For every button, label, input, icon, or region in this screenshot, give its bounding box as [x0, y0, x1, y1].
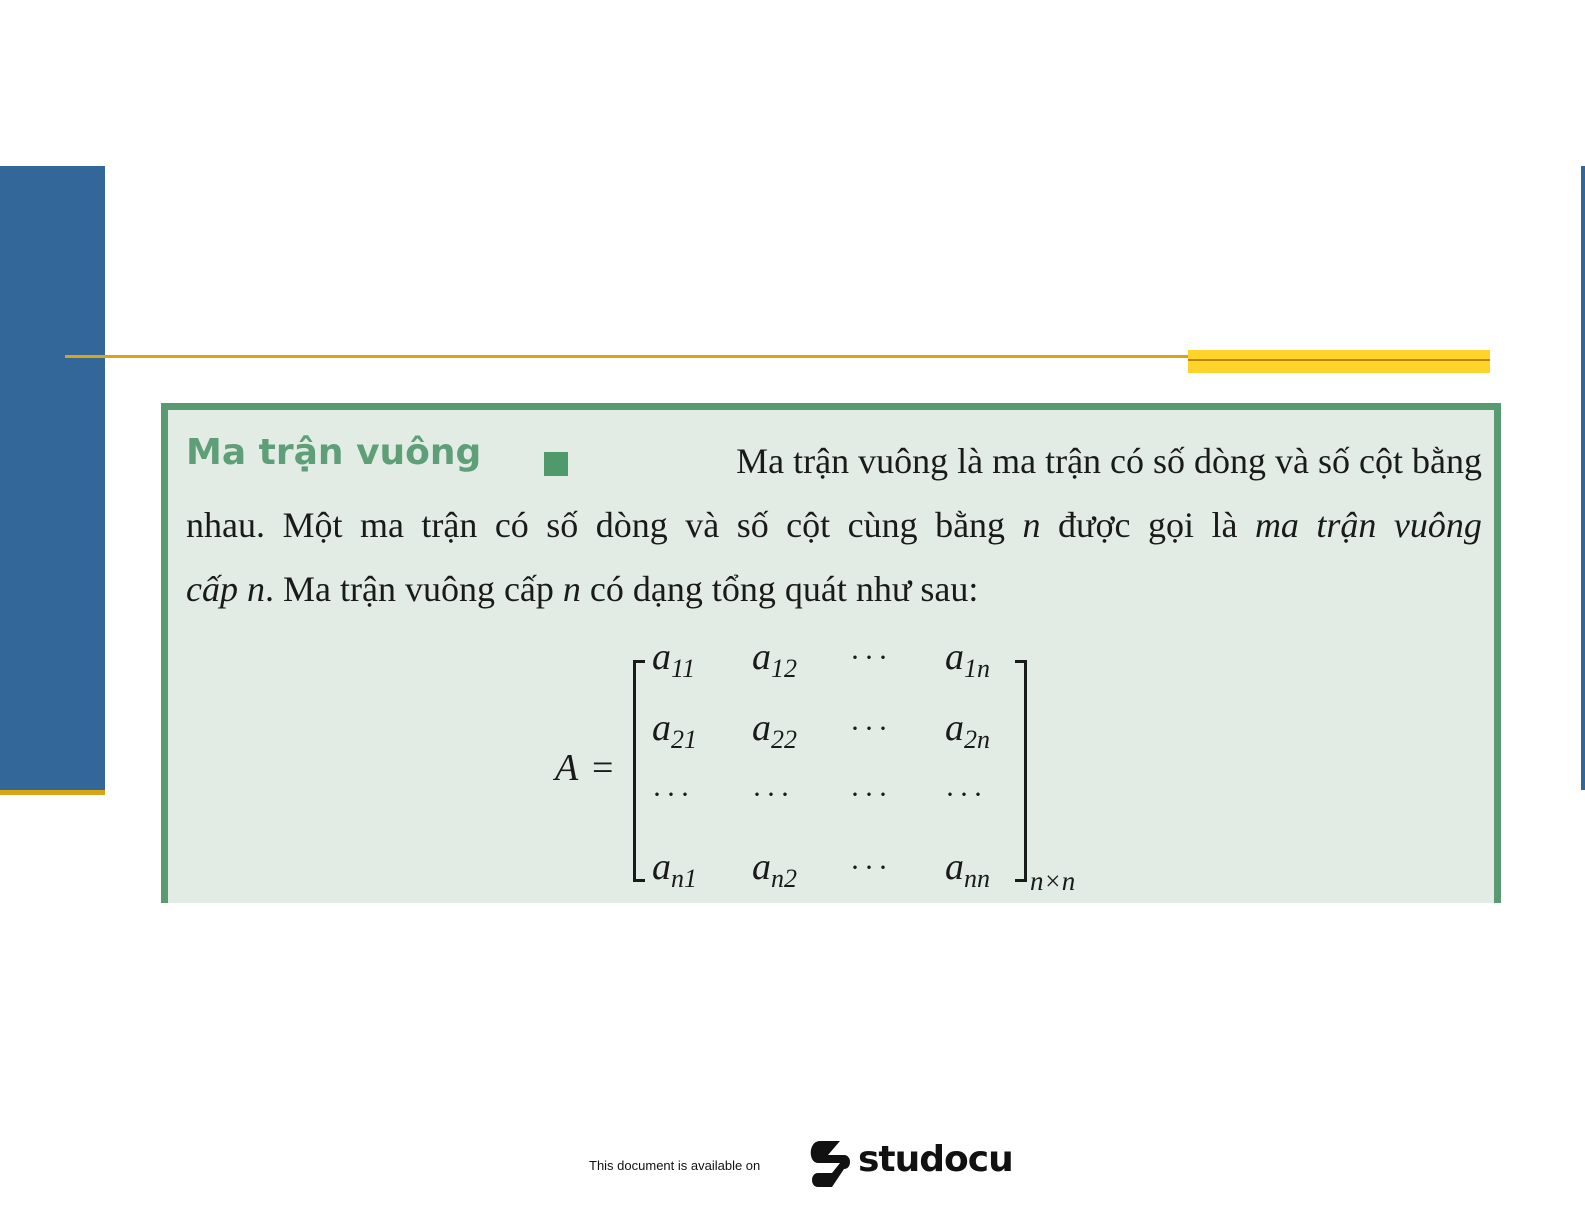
left-accent-underline	[0, 790, 105, 795]
left-bracket	[633, 660, 645, 882]
matrix-ellipsis: ···	[652, 778, 694, 811]
math-variable: n	[1022, 505, 1041, 545]
emphasis-word: vuông	[1393, 505, 1482, 545]
matrix-entry: $a_{2n}$	[945, 707, 990, 754]
matrix-entry: $a_{22}$	[752, 707, 797, 754]
square-bullet-icon	[544, 452, 568, 476]
title-rule-accent-line	[1188, 359, 1490, 361]
left-accent-bar	[0, 166, 105, 790]
word: dòng	[595, 505, 668, 545]
right-bracket	[1015, 660, 1027, 882]
matrix-name: A	[555, 747, 579, 789]
word: và	[685, 505, 720, 545]
matrix-ellipsis: ···	[850, 778, 892, 811]
line3-text: . Ma trận vuông cấp	[264, 569, 563, 609]
word: gọi	[1148, 505, 1195, 545]
word: cột	[786, 505, 831, 545]
matrix-entry: $a_{n2}$	[752, 846, 797, 893]
word: là	[1211, 505, 1238, 545]
matrix-ellipsis: ···	[850, 851, 892, 884]
matrix-entry-index: 21	[671, 725, 697, 754]
studocu-wordmark: studocu	[858, 1139, 1013, 1180]
word: ma	[359, 505, 404, 545]
line3-text: có dạng tổng quát như sau:	[580, 569, 979, 609]
equals-sign: =	[592, 747, 614, 789]
matrix-entry: $a_{11}$	[652, 636, 696, 683]
word: cùng	[847, 505, 918, 545]
matrix-ellipsis: ···	[850, 712, 892, 745]
matrix-entry-index: 2n	[964, 725, 990, 754]
word: số	[736, 505, 769, 545]
matrix-entry-index: n1	[671, 864, 697, 893]
matrix-entry: $a_{1n}$	[945, 636, 990, 683]
matrix-entry: $a_{nn}$	[945, 846, 990, 893]
word: trận	[421, 505, 478, 545]
definition-line-1: Ma trận vuông là ma trận có số dòng và số cột bằng	[736, 441, 1482, 481]
matrix-entry: $a_{12}$	[752, 636, 797, 683]
matrix-ellipsis: ···	[850, 641, 892, 674]
matrix-ellipsis: ···	[945, 778, 987, 811]
word: Một	[282, 505, 343, 545]
matrix-size: n×n	[1030, 866, 1076, 896]
matrix-entry: $a_{n1}$	[652, 846, 697, 893]
studocu-logo-icon	[806, 1139, 854, 1189]
matrix-ellipsis: ···	[752, 778, 794, 811]
definition-heading: Ma trận vuông	[186, 432, 482, 473]
math-variable: n	[562, 569, 581, 609]
matrix-entry-index: 11	[671, 654, 696, 683]
word: được	[1058, 505, 1131, 545]
matrix-entry-index: nn	[964, 864, 990, 893]
word: bằng	[935, 505, 1006, 545]
emphasis-word: ma	[1254, 505, 1299, 545]
matrix-entry-index: n2	[771, 864, 797, 893]
word: số	[546, 505, 579, 545]
right-edge-bar	[1581, 166, 1585, 790]
word: nhau.	[186, 505, 265, 545]
title-rule-accent	[1188, 350, 1490, 373]
matrix-entry-index: 1n	[964, 654, 990, 683]
matrix-entry-index: 22	[771, 725, 797, 754]
footer-text: This document is available on	[589, 1158, 761, 1173]
definition-line-3	[186, 568, 978, 610]
emphasis-word: trận	[1316, 505, 1377, 545]
matrix-entry-index: 12	[771, 654, 797, 683]
matrix-entry: $a_{21}$	[652, 707, 697, 754]
definition-line-2	[186, 504, 1482, 546]
emphasis-term: cấp n	[186, 569, 265, 609]
word: có	[494, 505, 529, 545]
